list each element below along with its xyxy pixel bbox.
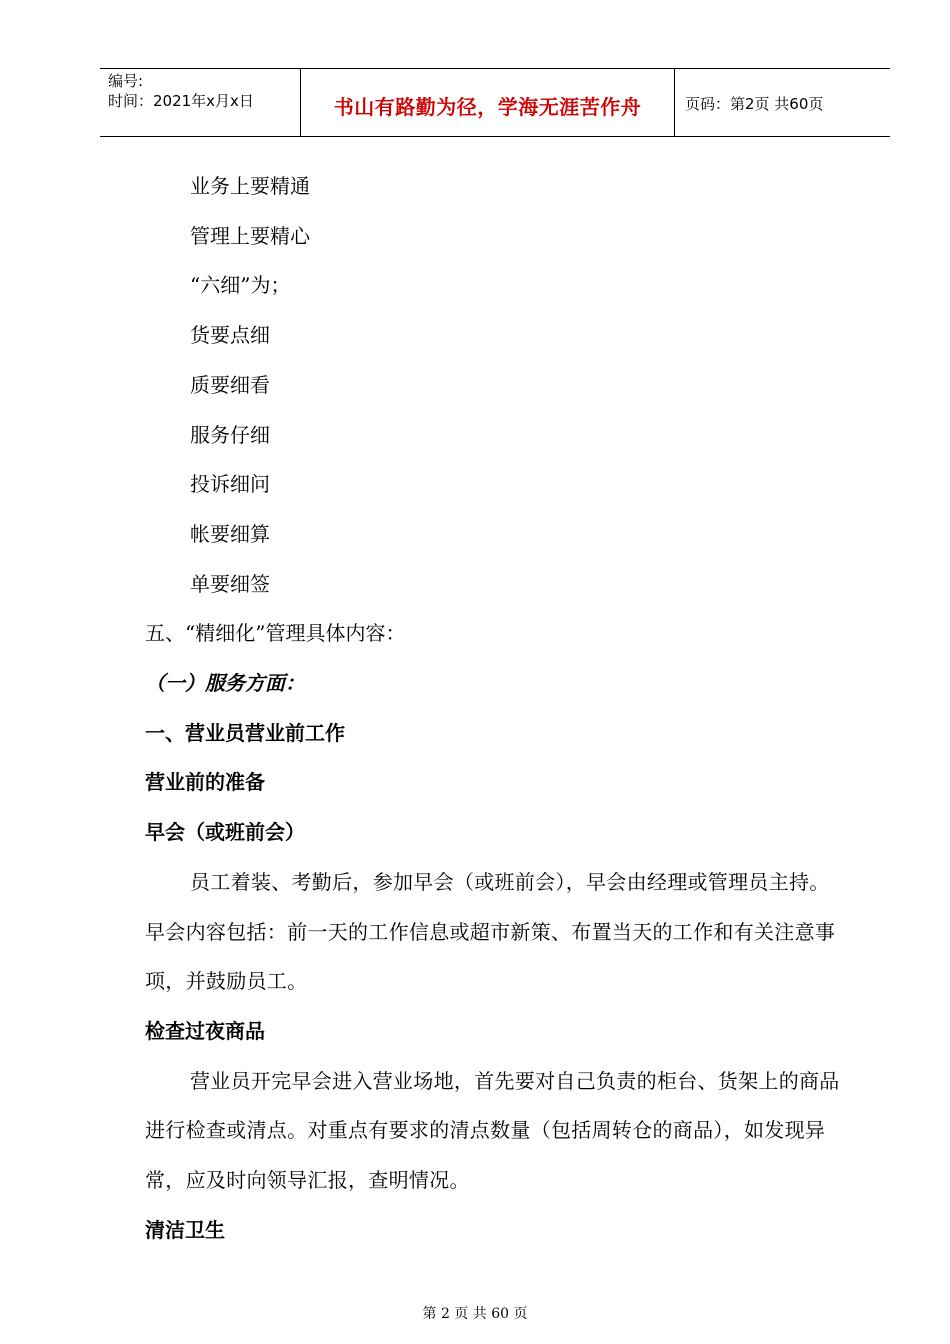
page-footer: 第 2 页 共 60 页	[422, 1306, 528, 1322]
section-heading: 五、“精细化”管理具体内容：	[145, 621, 406, 646]
list-item: “六细”为；	[190, 273, 291, 298]
list-item: 投诉细问	[190, 472, 270, 497]
header-motto: 书山有路勤为径，学海无涯苦作舟	[333, 95, 642, 119]
page-header	[100, 68, 890, 137]
subsection-heading: （一）服务方面：	[145, 671, 305, 696]
document-body	[145, 162, 845, 1255]
list-item: 服务仔细	[190, 422, 270, 447]
heading: 营业前的准备	[145, 770, 265, 795]
header-meta	[108, 71, 254, 111]
list-item: 单要细签	[190, 571, 270, 596]
heading: 一、营业员营业前工作	[145, 720, 345, 745]
list-item: 货要点细	[190, 323, 270, 348]
heading: 清洁卫生	[145, 1217, 225, 1242]
list-item: 帐要细算	[190, 521, 270, 546]
list-item: 管理上要精心	[190, 223, 310, 248]
list-item: 质要细看	[190, 372, 270, 397]
header-divider	[674, 69, 675, 136]
list-item: 业务上要精通	[190, 174, 310, 198]
heading: 早会（或班前会）	[145, 820, 305, 845]
code-label: 编号:	[108, 72, 144, 90]
paragraph: 员工着装、考勤后，参加早会（或班前会），早会由经理或管理员主持。早会内容包括：前一天的工作信息或超市新策、布置当天的工作和有关注意事项，并鼓励员工。	[145, 869, 836, 994]
paragraph: 营业员开完早会进入营业场地，首先要对自己负责的柜台、货架上的商品进行检查或清点。对重点有要求的清点数量（包括周转仓的商品），如发现异常，应及时向领导汇报，查明情况。	[145, 1068, 840, 1193]
time-label: 时间：2021年x月x日	[108, 92, 254, 110]
header-page-label: 页码：第2页 共60页	[685, 95, 824, 113]
heading: 检查过夜商品	[145, 1018, 265, 1043]
